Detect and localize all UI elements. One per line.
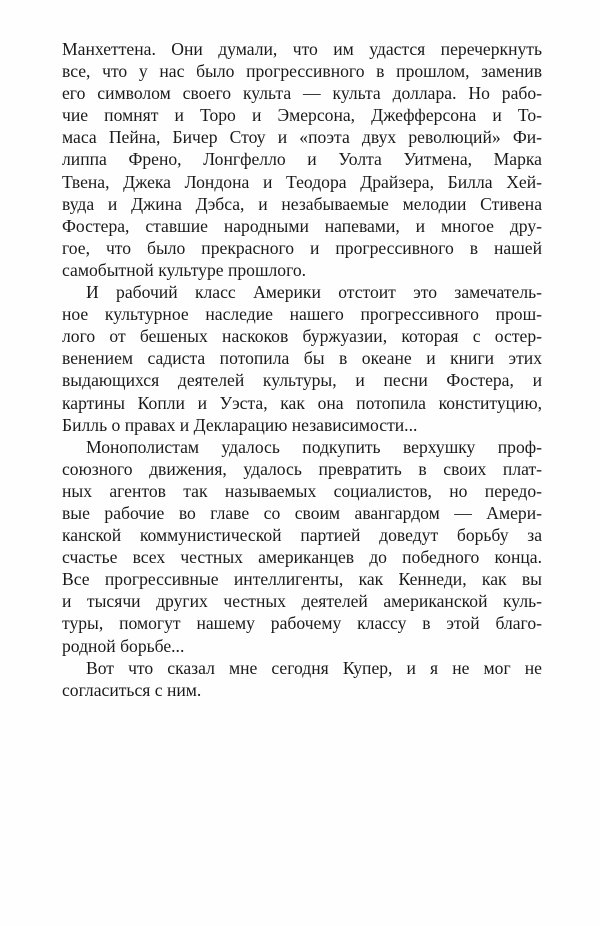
text-line: Манхеттена. Они думали, что им удастся перечеркнуть xyxy=(62,39,542,59)
paragraph-2 xyxy=(62,281,542,436)
text-line: липпа Френо, Лонгфелло и Уолта Уитмена, Марка xyxy=(62,149,542,170)
text-line: И рабочий класс Америки отстоит это замечатель- xyxy=(86,282,542,303)
text-line: Все прогрессивные интеллигенты, как Кеннеди, как вы xyxy=(62,569,542,590)
text-line: картины Копли и Уэста, как она потопила конституцию, xyxy=(62,392,542,413)
text-line: родной борьбе... xyxy=(62,635,185,656)
text-line: маса Пейна, Бичер Стоу и «поэта двух революций» Фи- xyxy=(62,127,542,148)
paragraph-1 xyxy=(62,38,542,281)
text-line: вые рабочие во главе со своим авангардом — Амери- xyxy=(62,502,542,523)
text-line: канской коммунистической партией доведут борьбу за xyxy=(62,525,542,546)
text-line: ных агентов так называемых социалистов, но передо- xyxy=(62,480,542,501)
text-line: гое, что было прекрасного и прогрессивного в нашей xyxy=(62,237,542,258)
text-line: Фостера, ставшие народными напевами, и многое дру- xyxy=(62,215,542,236)
text-line: ное культурное наследие нашего прогрессивного прош- xyxy=(62,304,542,325)
text-line: счастье всех честных американцев до победного конца. xyxy=(62,547,542,568)
text-line: венением садиста потопила бы в океане и книги этих xyxy=(62,348,542,369)
text-line: Монополистам удалось подкупить верхушку проф- xyxy=(86,436,542,457)
text-line: все, что у нас было прогрессивного в прошлом, заменив xyxy=(62,61,542,82)
text-line: Твена, Джека Лондона и Теодора Драйзера, Билла Хей- xyxy=(62,171,542,192)
text-line: согласиться с ним. xyxy=(62,679,202,700)
text-line: выдающихся деятелей культуры, и песни Фостера, и xyxy=(62,370,542,391)
text-line: самобытной культуре прошлого. xyxy=(62,259,307,280)
text-line: союзного движения, удалось превратить в своих плат- xyxy=(62,458,542,479)
page-text xyxy=(62,38,542,701)
paragraph-4 xyxy=(62,657,542,701)
text-line: туры, помогут нашему рабочему классу в этой благо- xyxy=(62,613,542,634)
paragraph-3 xyxy=(62,436,542,657)
text-line: и тысячи других честных деятелей американской куль- xyxy=(62,591,542,612)
text-line: Вот что сказал мне сегодня Купер, и я не мог не xyxy=(86,657,542,678)
text-line: вуда и Джина Дэбса, и незабываемые мелодии Стивена xyxy=(62,193,542,214)
text-line: его символом своего культа — культа доллара. Но рабо- xyxy=(62,83,542,104)
text-line: чие помнят и Торо и Эмерсона, Джефферсона и То- xyxy=(62,105,542,126)
text-line: Билль о правах и Декларацию независимости... xyxy=(62,414,418,435)
text-line: лого от бешеных наскоков буржуазии, которая с остер- xyxy=(62,326,542,347)
